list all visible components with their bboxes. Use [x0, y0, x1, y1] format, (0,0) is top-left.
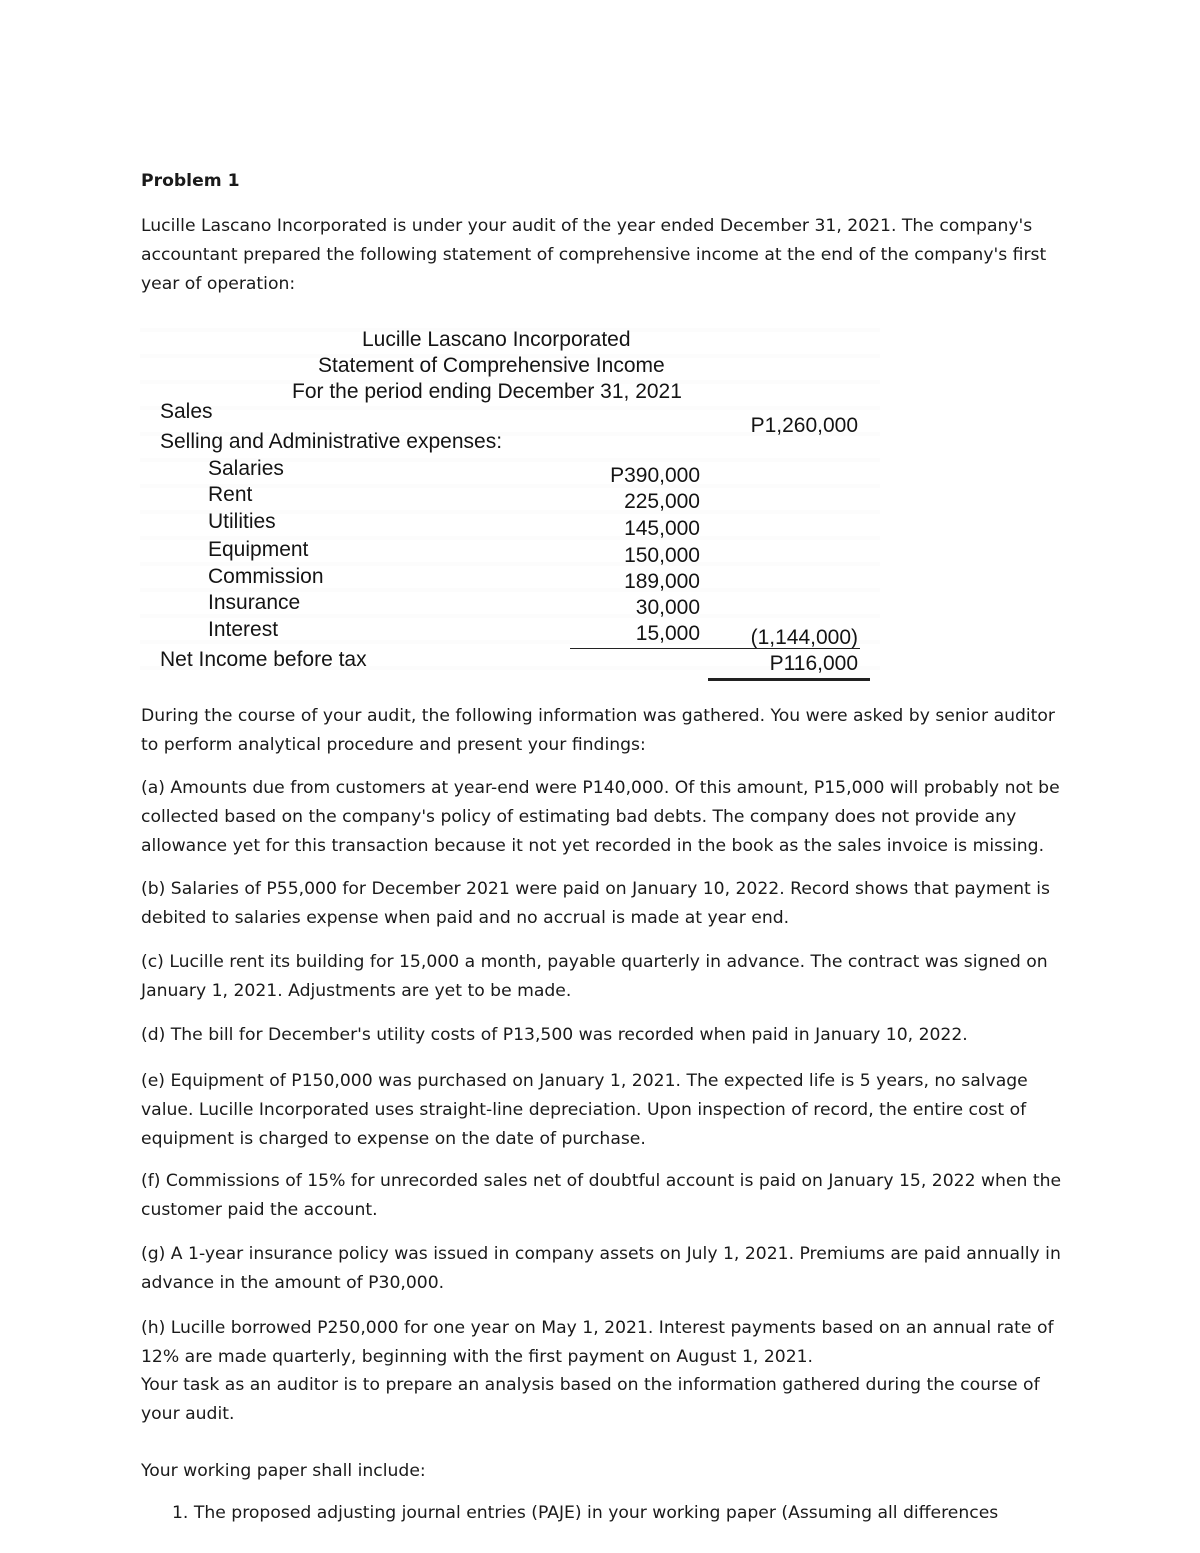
total-double-rule: [708, 678, 870, 681]
net-income-label: Net Income before tax: [160, 648, 367, 671]
expense-label: Interest: [208, 618, 279, 641]
task-paragraph: Your task as an auditor is to prepare an analysis based on the information gathered during the course of your audit.: [141, 1375, 1040, 1424]
expense-label: Salaries: [208, 457, 284, 480]
net-income-amount: P116,000: [769, 652, 858, 675]
expense-label: Equipment: [208, 538, 309, 561]
expense-amount: 15,000: [635, 622, 700, 645]
subtotal-rule: [570, 648, 860, 649]
statement-title: Statement of Comprehensive Income: [318, 354, 665, 377]
statement-company: Lucille Lascano Incorporated: [362, 328, 631, 351]
expense-amount: 189,000: [624, 570, 700, 593]
expenses-label: Selling and Administrative expenses:: [160, 430, 503, 453]
finding-item-d: (d) The bill for December's utility costs of P13,500 was recorded when paid in January 10, 2022.: [141, 1025, 968, 1045]
expense-amount: P390,000: [610, 464, 700, 487]
sales-amount: P1,260,000: [750, 414, 858, 437]
finding-item-h: (h) Lucille borrowed P250,000 for one year on May 1, 2021. Interest payments based on an annual rate of 12% are made quarterly, beginning with the first payment on August 1, 2021.: [141, 1318, 1054, 1367]
sales-label: Sales: [160, 400, 213, 423]
total-expenses: (1,144,000): [750, 626, 858, 649]
finding-item-a: (a) Amounts due from customers at year-end were P140,000. Of this amount, P15,000 will probably not be collected based on the company's policy of estimating bad debts. The company does not provide any allowance yet for this transaction because it not yet recorded in the book as the sales invoice is missing.: [141, 778, 1060, 856]
audit-intro-paragraph: During the course of your audit, the following information was gathered. You were asked by senior auditor to perform analytical procedure and present your findings:: [141, 706, 1055, 755]
expense-label: Insurance: [208, 591, 301, 614]
expense-amount: 145,000: [624, 517, 700, 540]
finding-item-f: (f) Commissions of 15% for unrecorded sales net of doubtful account is paid on January 15, 2022 when the customer paid the account.: [141, 1171, 1062, 1220]
finding-item-e: (e) Equipment of P150,000 was purchased on January 1, 2021. The expected life is 5 years, no salvage value. Lucille Incorporated uses straight-line depreciation. Upon inspection of record, the entire cost of equipment is charged to expense on the date of purchase.: [141, 1071, 1028, 1149]
income-statement: [140, 312, 880, 692]
finding-item-c: (c) Lucille rent its building for 15,000 a month, payable quarterly in advance. The contract was signed on January 1, 2021. Adjustments are yet to be made.: [141, 952, 1048, 1001]
expense-label: Utilities: [208, 510, 276, 533]
finding-item-g: (g) A 1-year insurance policy was issued in company assets on July 1, 2021. Premiums are paid annually in advance in the amount of P30,000.: [141, 1244, 1061, 1293]
expense-label: Commission: [208, 565, 324, 588]
working-paper-list-item: 1. The proposed adjusting journal entries (PAJE) in your working paper (Assuming all differences: [172, 1503, 999, 1523]
expense-label: Rent: [208, 483, 253, 506]
problem-heading: Problem 1: [141, 171, 240, 191]
statement-period: For the period ending December 31, 2021: [292, 380, 682, 403]
expense-amount: 150,000: [624, 544, 700, 567]
expense-amount: 225,000: [624, 490, 700, 513]
working-paper-intro: Your working paper shall include:: [141, 1461, 426, 1481]
expense-amount: 30,000: [635, 596, 700, 619]
intro-paragraph: Lucille Lascano Incorporated is under your audit of the year ended December 31, 2021. The company's accountant prepared the following statement of comprehensive income at the end of the company's first year of operation:: [141, 216, 1047, 294]
finding-item-b: (b) Salaries of P55,000 for December 2021 were paid on January 10, 2022. Record shows that payment is debited to salaries expense when paid and no accrual is made at year end.: [141, 879, 1050, 928]
